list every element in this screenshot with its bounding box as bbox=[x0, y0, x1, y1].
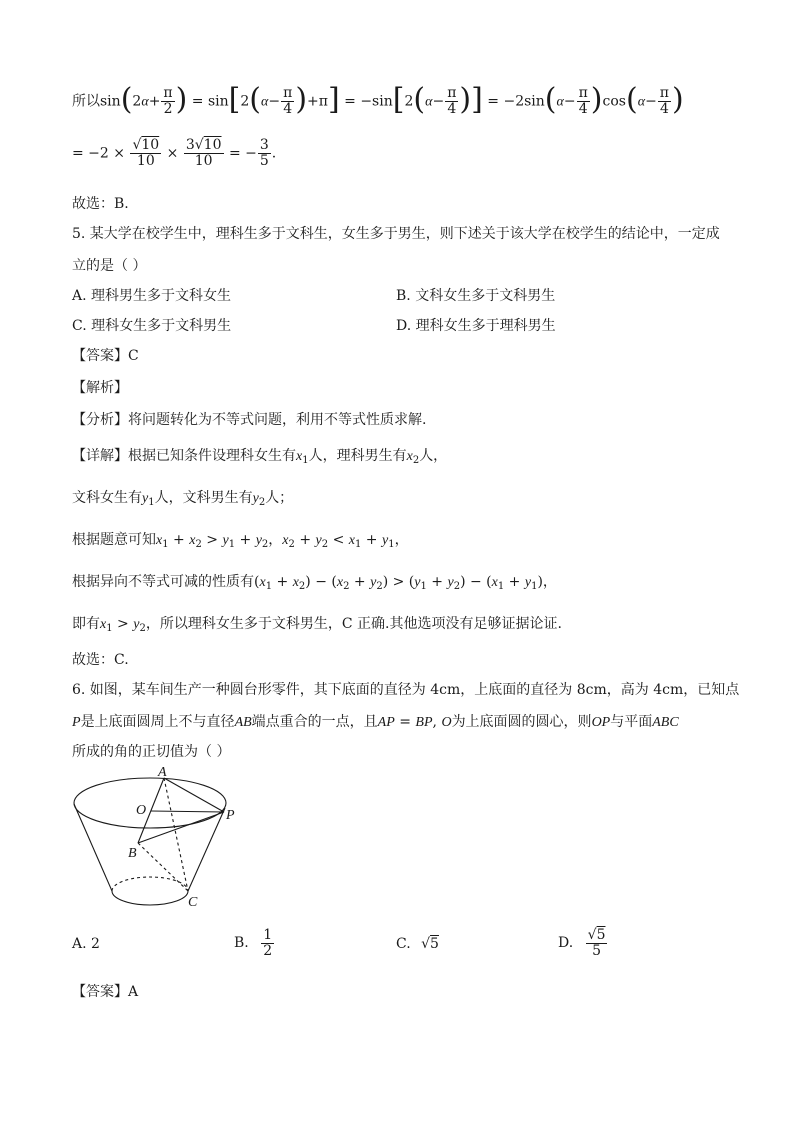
q6-stem-line1: 6. 如图，某车间生产一种圆台形零件，其下底面的直径为 4cm，上底面的直径为 8cm，高为 4cm，已知点 bbox=[72, 682, 740, 698]
answer-label: 【答案】 bbox=[72, 984, 128, 1000]
frustum-figure bbox=[66, 764, 246, 914]
segment-BC bbox=[138, 843, 188, 891]
q5-analysis-label: 【解析】 bbox=[72, 380, 128, 396]
q6-option-b: B. $\frac{1}{2}$ bbox=[234, 926, 273, 959]
label-P: P bbox=[226, 808, 235, 823]
stem-text: 是上底面圆周上不与直径 bbox=[80, 714, 235, 730]
q6-stem-line2: P是上底面圆周上不与直径AB端点重合的一点，且AP = BP, O为上底面圆的圆心，则OP与平面ABC bbox=[72, 714, 679, 730]
fenxi-label: 【分析】 bbox=[72, 412, 128, 428]
q6-option-d: D. $\frac{√5}{5}$ bbox=[558, 926, 606, 959]
stem-text: 为上底面圆的圆心，则 bbox=[451, 714, 592, 730]
detail-text: 文科女生有 bbox=[72, 490, 142, 506]
bottom-back bbox=[112, 877, 188, 891]
answer-value: C bbox=[128, 348, 139, 364]
equation-prefix: 所以 bbox=[72, 93, 100, 110]
label-A: A bbox=[158, 765, 167, 780]
label-B: B bbox=[128, 846, 137, 861]
option-prefix: C. bbox=[396, 936, 411, 952]
detail-text: 根据已知条件设理科女生有 bbox=[128, 448, 296, 464]
q6-stem-line3: 所成的角的正切值为（ ） bbox=[72, 744, 231, 760]
bottom-front bbox=[112, 891, 188, 905]
segment-OP bbox=[151, 811, 224, 812]
q5-detail-line4: 根据异向不等式可减的性质有$(x_1 + x_2) - (x_2 + y_2) > (y_1 + y_2) - (x_1 + y_1)$， bbox=[72, 574, 557, 592]
q5-fenxi bbox=[72, 410, 426, 430]
q4-choice: 故选：B. bbox=[72, 196, 129, 212]
fenxi-text: 将问题转化为不等式问题，利用不等式性质求解. bbox=[128, 412, 427, 428]
q5-option-b: B. 文科女生多于文科男生 bbox=[396, 288, 556, 304]
q5-detail-line2: 文科女生有$y_1$人，文科男生有$y_2$人； bbox=[72, 490, 294, 508]
label-C: C bbox=[188, 895, 198, 910]
xiangjie-label: 【详解】 bbox=[72, 448, 128, 464]
detail-text: 根据异向不等式可减的性质有 bbox=[72, 574, 254, 590]
detail-text: ，所以理科女生多于文科男生，C 正确.其他选项没有足够证据论证. bbox=[145, 616, 562, 632]
q6-option-c: C. √5 bbox=[396, 936, 439, 952]
stem-text: 端点重合的一点，且 bbox=[251, 714, 378, 730]
q5-detail-line3: 根据题意可知$x_1 + x_2 > y_1 + y_2$，$x_2 + y_2 < x_1 + y_1$， bbox=[72, 532, 409, 550]
right-slant bbox=[188, 808, 225, 891]
q5-answer bbox=[72, 346, 139, 366]
top-ellipse bbox=[74, 778, 226, 828]
q6-option-a: A. 2 bbox=[72, 936, 100, 952]
answer-value: A bbox=[128, 984, 139, 1000]
equation-line-1: 所以sin(2α+ $\frac{\pi}{2}$ ) = sin[2(α− $\frac{\pi}{4}$ )+π] = −sin[2(α− $\frac{\pi}{4}$ )] = −2sin(α− $\frac{\pi}{4}$ )cos(α− $\frac{\pi}{4}$ ) bbox=[72, 81, 684, 117]
q5-detail-line1: 【详解】根据已知条件设理科女生有$x_1$人，理科男生有$x_2$人， bbox=[72, 448, 448, 466]
detail-text: 人； bbox=[265, 490, 294, 506]
label-O: O bbox=[136, 803, 147, 818]
q5-option-d: D. 理科女生多于理科男生 bbox=[396, 318, 556, 334]
q5-stem-line1: 5. 某大学在校学生中，理科生多于文科生，女生多于男生，则下述关于该大学在校学生的结论中，一定成 bbox=[72, 226, 720, 242]
q5-stem-line2: 立的是（ ） bbox=[72, 258, 147, 274]
option-prefix: D. bbox=[558, 935, 574, 951]
stem-text: 与平面 bbox=[610, 714, 653, 730]
q6-answer bbox=[72, 982, 138, 1002]
detail-text: 根据题意可知 bbox=[72, 532, 156, 548]
segment-AC bbox=[164, 778, 188, 891]
equation-line-2: = −2 × $\frac{√10}{10}$ × $\frac{3√10}{10}$ = − $\frac{3}{5}$ . bbox=[72, 137, 277, 169]
detail-text: 人，文科男生有 bbox=[154, 490, 253, 506]
answer-label: 【答案】 bbox=[72, 348, 128, 364]
q5-option-a: A. 理科男生多于文科女生 bbox=[72, 288, 232, 304]
option-prefix: B. bbox=[234, 935, 249, 951]
left-slant bbox=[74, 804, 112, 891]
q5-detail-line5: 即有$x_1 > y_2$，所以理科女生多于文科男生，C 正确.其他选项没有足够证据论证. bbox=[72, 616, 562, 634]
q5-choice: 故选：C. bbox=[72, 652, 129, 668]
detail-text: 即有 bbox=[72, 616, 100, 632]
detail-text: 人，理科男生有 bbox=[308, 448, 407, 464]
detail-text: 人， bbox=[419, 448, 448, 464]
q5-option-c: C. 理科女生多于文科男生 bbox=[72, 318, 232, 334]
